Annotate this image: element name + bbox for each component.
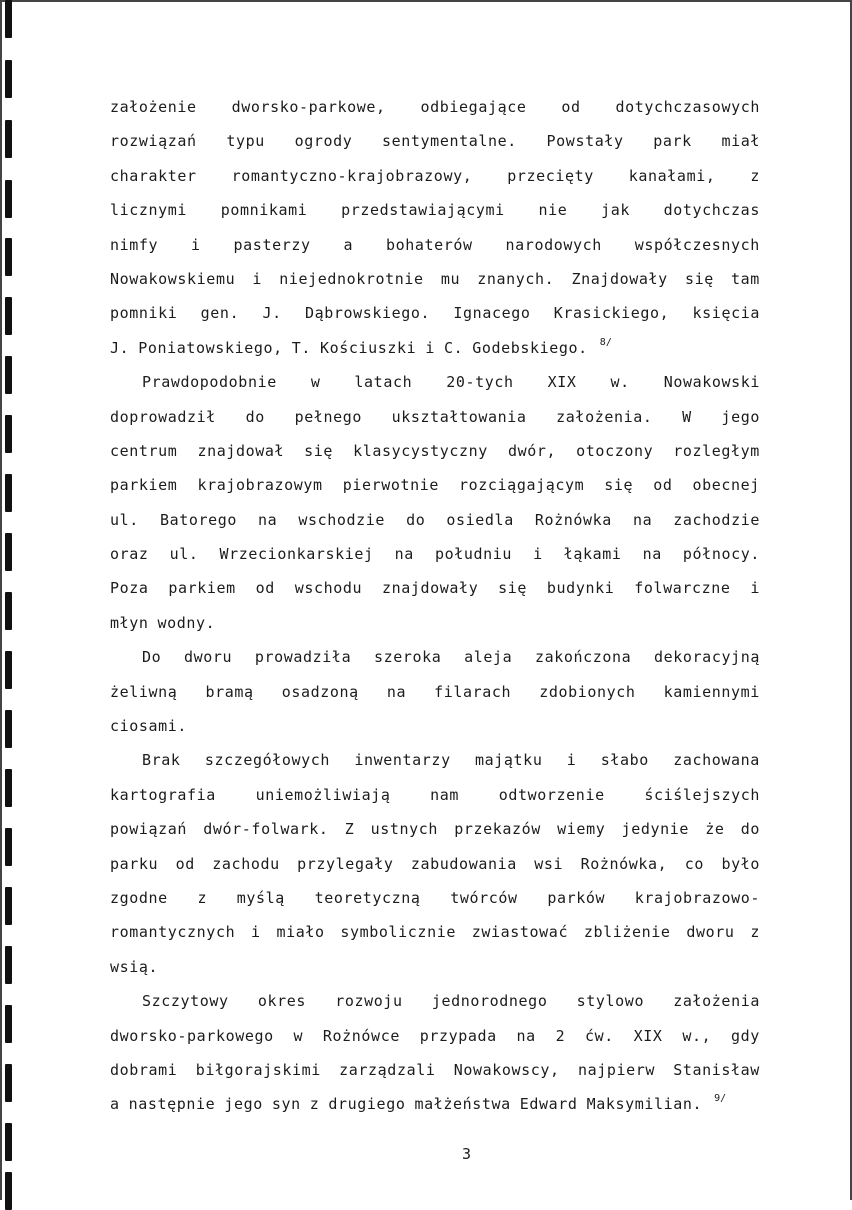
word: Stanisław: [673, 1060, 760, 1079]
word: zachodzie: [673, 510, 760, 529]
word: od: [561, 98, 581, 116]
word: dworsko-parkowego: [110, 1026, 274, 1045]
word: romantyczno-krajobrazowy,: [231, 166, 473, 185]
word: północy.: [682, 545, 760, 564]
binding-hole: [5, 297, 12, 335]
word: zachowana: [673, 751, 760, 770]
text-line: [110, 950, 760, 984]
binding-hole: [5, 415, 12, 453]
word: powiązań: [110, 820, 188, 839]
word: do: [406, 510, 426, 529]
binding-holes: [3, 0, 17, 1200]
word: do: [740, 820, 760, 839]
text-line: [110, 743, 760, 777]
text-line: [110, 331, 760, 365]
word: Powstały: [546, 132, 624, 151]
word: dekoracyjną: [654, 648, 760, 667]
word: a: [343, 235, 354, 254]
word: parku: [110, 854, 159, 873]
word: z: [750, 923, 760, 942]
word: z: [197, 888, 208, 907]
word: młyn: [110, 613, 149, 632]
word: że: [705, 820, 725, 839]
word: wodny.: [157, 613, 216, 632]
word: dobrami: [110, 1060, 178, 1079]
word: klasycystyczny: [353, 441, 488, 460]
word: Maksymilian.: [586, 1095, 703, 1114]
binding-hole: [5, 60, 12, 98]
word: drugiego: [328, 1095, 406, 1114]
word: rozległym: [673, 441, 760, 460]
word: na: [642, 545, 662, 564]
text-line: [110, 193, 760, 227]
word: Rożnówka,: [580, 854, 668, 873]
text-line: [110, 571, 760, 605]
word: jednorodnego: [431, 992, 548, 1011]
word: Poniatowskiego,: [138, 338, 283, 357]
word: otoczony: [576, 441, 654, 460]
word: ogrody: [294, 132, 353, 151]
text-line: [110, 778, 760, 812]
binding-hole: [5, 180, 12, 218]
text-line: [110, 434, 760, 468]
text-line: [110, 1087, 760, 1121]
word: znanych.: [477, 269, 555, 288]
word: Brak: [142, 751, 181, 770]
word: uniemożliwiają: [255, 785, 391, 804]
word: się: [304, 441, 334, 460]
paragraph: [110, 365, 760, 640]
word: jedynie: [621, 820, 689, 839]
word: typu: [226, 132, 265, 151]
word: rozwoju: [335, 992, 403, 1011]
word: licznymi: [110, 201, 188, 220]
text-line: [110, 159, 760, 193]
word: sentymentalne.: [382, 132, 517, 151]
text-line: [110, 847, 760, 881]
word: Krasickiego,: [553, 304, 670, 323]
word: na: [516, 1026, 536, 1045]
text-line: [110, 1019, 760, 1053]
word: myślą: [236, 888, 285, 907]
word: Szczytowy: [142, 992, 229, 1011]
binding-hole: [5, 474, 12, 512]
text-line: [110, 262, 760, 296]
binding-hole: [5, 120, 12, 158]
word: i: [251, 923, 261, 942]
word: J.: [110, 338, 130, 357]
word: Wrzecionkarskiej: [219, 545, 374, 564]
text-line: [110, 984, 760, 1018]
word: współczesnych: [634, 235, 760, 254]
footnote-marker: 9/: [714, 1093, 727, 1105]
paragraph: [110, 640, 760, 743]
word: zakończona: [534, 648, 632, 667]
word: Rożnówka: [534, 510, 612, 529]
word: parków: [547, 888, 606, 907]
binding-hole: [5, 0, 12, 38]
binding-hole: [5, 1123, 12, 1161]
word: co: [684, 854, 705, 873]
word: założenia.: [556, 407, 653, 426]
text-line: [110, 1053, 760, 1087]
word: się: [684, 269, 714, 288]
word: jego: [224, 1095, 263, 1114]
word: zgodne: [110, 888, 168, 907]
text-line: [110, 915, 760, 949]
word: mu: [440, 269, 461, 288]
word: 20-tych: [446, 373, 514, 392]
word: nimfy: [110, 235, 159, 254]
word: filarach: [434, 682, 512, 701]
word: szeroka: [373, 648, 442, 667]
word: tam: [731, 269, 760, 288]
word: parkiem: [168, 579, 236, 598]
word: folwarczne: [634, 579, 731, 598]
word: Z: [344, 820, 355, 839]
word: wiemy: [557, 820, 606, 839]
word: Dąbrowskiego.: [304, 304, 431, 323]
word: dwór-folwark.: [203, 820, 329, 839]
word: od: [653, 476, 673, 495]
binding-hole: [5, 769, 12, 807]
word: romantycznych: [110, 923, 236, 942]
word: zdobionych: [539, 682, 636, 701]
binding-hole: [5, 946, 12, 984]
word: dworu: [686, 923, 735, 942]
word: Do: [142, 648, 162, 667]
word: miało: [276, 923, 325, 942]
binding-hole: [5, 1064, 12, 1102]
word: pełnego: [294, 407, 362, 426]
word: odtworzenie: [498, 785, 605, 804]
word: miał: [721, 132, 760, 151]
word: na: [394, 545, 414, 564]
text-line: [110, 468, 760, 502]
word: księcia: [692, 304, 760, 323]
paragraph: [110, 984, 760, 1122]
word: symbolicznie: [340, 923, 456, 942]
word: krajobrazowym: [197, 476, 323, 495]
word: założenia: [673, 992, 760, 1011]
word: latach: [354, 373, 413, 392]
word: i: [533, 545, 543, 564]
word: biłgorajskimi: [195, 1060, 321, 1079]
word: Nowakowscy,: [453, 1060, 560, 1079]
text-line: [110, 675, 760, 709]
word: na: [258, 510, 278, 529]
word: zwiastować: [471, 923, 569, 942]
binding-hole: [5, 710, 12, 748]
word: J.: [262, 304, 282, 323]
word: przypada: [419, 1026, 497, 1045]
word: teoretyczną: [314, 888, 421, 907]
word: kamiennymi: [663, 682, 760, 701]
word: i: [191, 235, 201, 254]
word: nam: [430, 785, 460, 804]
word: Poza: [110, 579, 149, 598]
paragraph: [110, 743, 760, 984]
word: budynki: [546, 579, 615, 598]
binding-hole: [5, 651, 12, 689]
word: znajdował: [197, 441, 285, 460]
word: z: [309, 1095, 320, 1114]
text-line: [110, 400, 760, 434]
word: słabo: [600, 751, 649, 770]
word: dworsko-parkowe,: [231, 98, 386, 116]
word: majątku: [475, 751, 543, 770]
word: Prawdopodobnie: [142, 373, 277, 392]
word: pomniki: [110, 304, 178, 323]
word: i: [252, 269, 263, 288]
text-line: [110, 124, 760, 158]
word: przekazów: [454, 820, 541, 839]
word: ściślejszych: [644, 785, 760, 804]
word: jak: [601, 201, 630, 220]
word: rozciągającym: [459, 476, 585, 495]
word: kartografia: [110, 785, 216, 804]
word: kanałami,: [628, 166, 716, 185]
word: i: [425, 338, 435, 357]
word: C.: [443, 338, 464, 357]
text-line: [110, 503, 760, 537]
word: Ignacego: [453, 304, 531, 323]
word: Nowakowski: [663, 373, 760, 392]
word: ciosami.: [110, 717, 188, 736]
text-line: [110, 812, 760, 846]
word: narodowych: [505, 235, 602, 254]
text-line: [110, 537, 760, 571]
word: ul.: [110, 510, 139, 529]
word: zabudowania: [410, 854, 517, 873]
word: XIX: [547, 373, 577, 392]
word: ustnych: [370, 820, 439, 839]
word: park: [653, 132, 692, 151]
word: wschodzie: [298, 510, 386, 529]
text-line: [110, 228, 760, 262]
word: od: [255, 579, 275, 598]
word: zarządzali: [339, 1060, 436, 1079]
word: Nowakowskiemu: [110, 269, 236, 288]
word: żeliwną: [110, 682, 178, 701]
word: i: [566, 751, 577, 770]
word: następnie: [128, 1095, 216, 1114]
binding-hole: [5, 887, 12, 925]
word: i: [750, 579, 760, 598]
word: syn: [271, 1095, 301, 1114]
word: jego: [721, 407, 760, 426]
word: zbliżenie: [583, 923, 671, 942]
word: centrum: [110, 441, 178, 460]
word: Godebskiego.: [472, 338, 588, 357]
binding-hole: [5, 533, 12, 571]
word: pierwotnie: [342, 476, 439, 495]
word: ukształtowania: [391, 407, 527, 426]
word: przedstawiającymi: [341, 201, 505, 220]
word: wsi: [534, 854, 564, 873]
document-body: [110, 90, 760, 1122]
word: W: [682, 407, 692, 426]
word: założenie: [110, 98, 197, 116]
word: oraz: [110, 545, 149, 564]
word: dotychczasowych: [615, 98, 760, 116]
word: T.: [291, 338, 311, 357]
word: się: [604, 476, 634, 495]
word: od: [175, 854, 195, 873]
word: obecnej: [692, 476, 760, 495]
word: na: [632, 510, 653, 529]
word: było: [721, 854, 760, 873]
word: gen.: [200, 304, 240, 323]
word: 2: [555, 1026, 566, 1045]
word: dworu: [184, 648, 233, 667]
word: charakter: [110, 166, 197, 185]
word: łąkami: [563, 545, 622, 564]
word: XIX: [633, 1026, 663, 1045]
word: zachodu: [212, 854, 280, 873]
paragraph: [110, 90, 760, 365]
text-line: [110, 881, 760, 915]
word: rozwiązań: [110, 132, 197, 151]
word: wschodu: [294, 579, 363, 598]
word: Rożnówce: [322, 1026, 400, 1045]
word: pasterzy: [233, 235, 311, 254]
word: przecięty: [507, 166, 594, 185]
text-line: [110, 90, 760, 124]
word: okres: [257, 992, 307, 1011]
word: w: [293, 1026, 304, 1045]
word: Batorego: [159, 510, 237, 529]
text-line: [110, 640, 760, 674]
word: gdy: [730, 1026, 760, 1045]
text-line: [110, 296, 760, 330]
word: osadzoną: [281, 682, 359, 701]
word: Kościuszki: [320, 338, 417, 357]
word: prowadziła: [254, 648, 352, 667]
word: do: [245, 407, 265, 426]
word: dwór,: [507, 441, 557, 460]
text-line: [110, 606, 760, 640]
word: krajobrazowo-: [634, 888, 760, 907]
word: w.: [610, 373, 630, 392]
word: ul.: [169, 545, 199, 564]
word: pomnikami: [220, 201, 308, 220]
word: aleja: [464, 648, 513, 667]
word: Edward: [519, 1095, 578, 1114]
word: południu: [434, 545, 513, 564]
word: odbiegające: [420, 98, 527, 116]
page-number: 3: [462, 1145, 472, 1163]
word: wsią.: [110, 957, 159, 976]
word: parkiem: [110, 476, 178, 495]
text-line: [110, 709, 760, 743]
word: najpierw: [577, 1060, 655, 1079]
binding-hole: [5, 828, 12, 866]
text-line: [110, 365, 760, 399]
footnote-marker: 8/: [599, 336, 612, 348]
word: szczegółowych: [204, 751, 331, 770]
word: doprowadził: [110, 407, 216, 426]
word: inwentarzy: [354, 751, 451, 770]
word: małżeństwa: [414, 1095, 511, 1114]
word: dotychczas: [663, 201, 760, 220]
word: w.,: [682, 1026, 712, 1045]
word: nie: [538, 201, 568, 220]
word: na: [386, 682, 407, 701]
word: ćw.: [584, 1026, 614, 1045]
word: bramą: [205, 682, 254, 701]
word: stylowo: [576, 992, 645, 1011]
word: się: [498, 579, 528, 598]
word: znajdowały: [382, 579, 479, 598]
binding-hole: [5, 356, 12, 394]
word: przylegały: [297, 854, 394, 873]
word: twórców: [450, 888, 518, 907]
binding-hole: [5, 1172, 12, 1210]
word: a: [110, 1095, 120, 1114]
word: w: [310, 373, 321, 392]
word: Znajdowały: [571, 269, 668, 288]
binding-hole: [5, 238, 12, 276]
word: bohaterów: [385, 235, 473, 254]
word: niejednokrotnie: [279, 269, 424, 288]
binding-hole: [5, 592, 12, 630]
word: z: [750, 166, 760, 185]
word: osiedla: [446, 510, 514, 529]
binding-hole: [5, 1005, 12, 1043]
